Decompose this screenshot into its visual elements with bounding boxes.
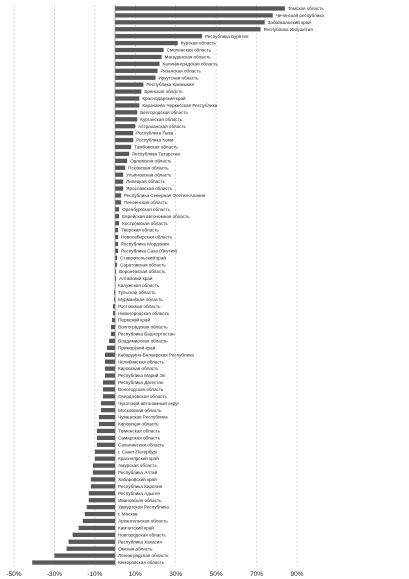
bar: [115, 62, 159, 66]
bar: [115, 228, 118, 232]
category-label: Тюменская область: [118, 428, 161, 434]
category-label: Алтайский край: [119, 276, 153, 282]
bar: [89, 498, 115, 502]
x-tick-label: -50%: [6, 571, 22, 578]
category-label: Республика Ингушетия: [263, 26, 313, 32]
bar: [115, 131, 133, 135]
bar: [105, 366, 115, 370]
category-label: Белгородская область: [140, 109, 188, 115]
bar: [111, 325, 115, 329]
category-label: Ивановская область: [118, 497, 162, 503]
bar: [79, 526, 115, 530]
bar: [115, 200, 121, 204]
bar: [112, 318, 115, 322]
category-label: Волгоградская область: [118, 324, 168, 330]
bar: [115, 207, 119, 211]
x-tick-label: 10%: [128, 571, 142, 578]
category-label: Еврейская автономная область: [122, 213, 190, 219]
bar: [105, 353, 115, 357]
category-label: Самарская область: [118, 435, 161, 441]
category-label: Ленинградская область: [118, 553, 169, 559]
category-label: Республика Бурятия: [204, 33, 249, 39]
category-label: Томская область: [287, 6, 324, 12]
category-label: Липецкая область: [126, 179, 165, 185]
category-label: Кировская область: [118, 366, 159, 372]
category-label: Архангельская область: [118, 518, 168, 524]
bar: [89, 491, 115, 495]
bar: [85, 512, 115, 516]
bar: [95, 450, 115, 454]
category-label: Республика Северная Осетия-Алания: [124, 193, 206, 199]
category-label: Чувашская Республика: [118, 414, 168, 420]
x-axis-ticks: [6, 571, 303, 578]
category-label: Краснодарский край: [142, 96, 186, 102]
bar: [115, 235, 118, 239]
bar: [115, 27, 261, 31]
category-label: Пензенская область: [124, 199, 168, 205]
x-tick-label: -30%: [46, 571, 63, 578]
bar: [91, 477, 115, 481]
category-label: Ярославская область: [126, 186, 173, 192]
category-label: Республика Марий Эл: [118, 373, 166, 379]
category-label: Красноярский край: [118, 456, 159, 462]
category-label: Воронежская область: [119, 269, 166, 275]
category-label: Омская область: [118, 546, 153, 552]
bar: [115, 166, 125, 170]
bar: [111, 332, 115, 336]
category-label: Республика Татарстан: [132, 151, 181, 157]
bar: [97, 429, 115, 433]
category-label: Республика Алтай: [118, 470, 158, 476]
bar: [54, 553, 115, 557]
bar: [95, 457, 115, 461]
category-label: Республика Хакасия: [118, 539, 162, 545]
bar: [115, 110, 137, 114]
category-label: Ульяновская область: [126, 172, 172, 178]
category-label: Новосибирская область: [121, 234, 173, 240]
bar: [105, 373, 115, 377]
category-label: Республика Адыгея: [118, 490, 160, 496]
category-label: Республика Тыва: [136, 130, 174, 136]
category-label: Амурская область: [118, 463, 157, 469]
bar: [115, 221, 119, 225]
bar: [109, 339, 115, 343]
category-label: Курганская область: [140, 116, 183, 122]
bar: [69, 540, 115, 544]
category-label: Ростовская область: [118, 303, 161, 309]
category-label: Республика Саха (Якутия): [121, 248, 178, 254]
bar: [115, 117, 137, 121]
x-tick-label: 30%: [169, 571, 183, 578]
category-label: Челябинская область: [118, 359, 165, 365]
bar: [115, 76, 155, 80]
x-tick-label: 90%: [290, 571, 304, 578]
bar: [115, 20, 265, 24]
x-tick-label: -10%: [87, 571, 103, 578]
category-label: Рязанская область: [160, 68, 201, 74]
category-label: Пермский край: [118, 317, 151, 323]
category-label: Удмуртская Республика: [118, 504, 169, 510]
bar: [115, 34, 202, 38]
bar: [115, 69, 157, 73]
category-label: Республика Карелия: [118, 483, 163, 489]
bar: [103, 387, 115, 391]
bar: [115, 48, 164, 52]
category-label: Кировская область: [118, 421, 159, 427]
category-label: Сахалинская область: [118, 442, 165, 448]
category-label: Костромская область: [122, 220, 168, 226]
category-label: Чукотский автономный округ: [118, 400, 180, 406]
bar: [67, 547, 116, 551]
bar: [115, 145, 131, 149]
bar: [115, 193, 121, 197]
bar: [115, 214, 119, 218]
category-label: Забайкальский край: [267, 19, 311, 25]
category-label: Республика Дагестан: [118, 380, 164, 386]
category-label: Республика Мордовия: [121, 241, 169, 247]
category-label: Курская область: [180, 40, 216, 46]
bar: [105, 360, 115, 364]
category-label: Камчатский край: [118, 525, 154, 531]
category-label: Иркутская область: [158, 75, 199, 81]
category-label: Чеченская республика: [275, 12, 325, 18]
category-label: Тамбовская область: [134, 144, 178, 150]
category-label: Республика Коми: [136, 137, 174, 143]
category-label: Ставропольский край: [120, 255, 166, 261]
bar: [115, 179, 123, 183]
category-label: Приморский край: [118, 345, 156, 351]
category-label: Тверская область: [121, 227, 159, 233]
category-label: Псковская область: [128, 165, 169, 171]
category-label: Вологодская область: [118, 386, 164, 392]
bar: [115, 55, 161, 59]
category-label: Хабаровский край: [118, 477, 157, 483]
category-label: Карачаево-Черкесская Республика: [142, 103, 218, 109]
category-label: Орловская область: [130, 158, 172, 164]
bar: [91, 484, 115, 488]
bar: [107, 346, 115, 350]
category-label: Новгородская область: [118, 532, 166, 538]
category-label: г. Москва: [118, 511, 138, 517]
category-label: Республика Калмыкия: [146, 82, 194, 88]
x-tick-label: 50%: [209, 571, 223, 578]
bar: [97, 443, 115, 447]
category-label: Московская область: [118, 407, 162, 413]
category-labels: [118, 6, 324, 565]
bar: [97, 436, 115, 440]
bar: [115, 103, 139, 107]
category-label: Калининградская область: [162, 61, 218, 67]
bar: [103, 380, 115, 384]
bar: [115, 124, 135, 128]
bar: [115, 173, 123, 177]
bar: [115, 41, 178, 45]
bar: [115, 159, 127, 163]
category-label: Магаданская область: [164, 54, 211, 60]
bar: [73, 533, 115, 537]
bar: [115, 186, 123, 190]
bar: [115, 13, 273, 17]
bar: [101, 408, 115, 412]
bar: [83, 519, 115, 523]
bar: [101, 401, 115, 405]
bar: [115, 152, 129, 156]
bar: [32, 560, 115, 564]
category-label: Свердловская область: [118, 393, 167, 399]
bar: [93, 463, 115, 467]
bar: [103, 394, 115, 398]
bar: [115, 83, 143, 87]
category-label: Калужская область: [118, 283, 160, 289]
bar: [115, 96, 139, 100]
bar: [115, 242, 118, 246]
category-label: Кабардино-Балкарская Республика: [118, 352, 194, 358]
bar: [115, 138, 133, 142]
category-label: Нижегородская область: [118, 310, 170, 316]
category-label: Тульская область: [118, 290, 156, 296]
category-label: Брянская область: [144, 89, 183, 95]
bar: [115, 6, 285, 10]
category-label: Владимирская область: [118, 338, 168, 344]
category-label: Саратовская область: [120, 262, 166, 268]
category-label: Астраханская область: [138, 123, 186, 129]
bar: [87, 505, 115, 509]
bar: [115, 249, 118, 253]
category-label: Смоленская область: [166, 47, 212, 53]
category-label: Кемеровская область: [118, 560, 165, 566]
category-label: г. Санкт-Петербург: [118, 449, 158, 455]
bar: [93, 470, 115, 474]
x-tick-label: 70%: [250, 571, 264, 578]
bar: [99, 422, 115, 426]
category-label: Мурманская область: [118, 296, 163, 302]
category-label: Республика Башкортостан: [118, 331, 175, 337]
bar: [99, 415, 115, 419]
bar: [115, 89, 141, 93]
category-label: Оренбургская область: [122, 206, 170, 212]
